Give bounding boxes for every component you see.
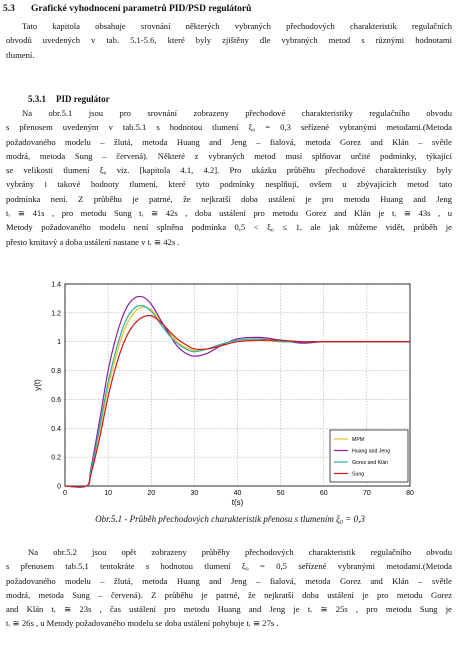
x-tick-label: 80: [406, 490, 414, 497]
text-line: přesto kmitavý a doba ustálení nastane v tᵣ ≅ 42s .: [6, 236, 180, 247]
y-tick-label: 0.6: [51, 396, 61, 404]
y-axis-label: y(t): [33, 379, 42, 391]
y-tick-label: 1: [57, 339, 61, 347]
y-tick-label: 1.4: [51, 281, 61, 289]
text-line: Metody požadovaného modelu není splněna podmínka 0,5 < ξ₀ ≤ 1, ale jak můžeme vidět, průběh je: [6, 222, 452, 233]
chart-legend: [330, 430, 408, 482]
text-line: se velikosti tlumení ξ₀ viz. [kapitola 4.1, 4.2]. Pro ukázku průběhu přechodové charakteristiky byly: [6, 165, 452, 176]
text-line: požadovaného modelu – žlutá, metoda Huang and Jeng – fialová, metoda Gorez and Klán – světle: [6, 136, 452, 147]
y-tick-label: 1.2: [51, 310, 61, 318]
text-line: modrá, metoda Sung – červená). Z průběhu je patrné, že nejkratší doba ustálení je pro metodu Gorez: [6, 589, 452, 600]
text-line: s přenosem tab.5.1 tentokráte s hodnotou tlumení ξ₀ = 0,5 seřízené vybranými metodami.(Metoda: [6, 561, 452, 572]
text-line: s přenosem uvedeným v tab.5.1 s hodnotou tlumení ξ₀ = 0,3 seřízené vybranými metodami.(Metoda: [6, 122, 452, 133]
x-tick-label: 30: [190, 490, 199, 497]
legend-label: Gorez and Klán: [352, 460, 389, 466]
x-tick-label: 0: [63, 490, 67, 497]
x-tick-label: 70: [362, 490, 371, 497]
text-line: požadovaného modelu – žlutá, metoda Huang and Jeng – fialová, metoda Gorez and Klán – světle: [6, 575, 452, 586]
x-tick-label: 50: [276, 490, 285, 497]
text-line: Na obr.5.1 jsou pro srovnání zobrazeny přechodové charakteristiky regulačního obvodu: [22, 108, 452, 118]
text-line: tᵣ ≅ 26s , u Metody požadovaného modelu se doba ustálení pohybuje tᵣ ≅ 27s .: [6, 618, 279, 629]
text-line: podmínka není. Z průběhu je patrné, že nejkratší doba ustálení je pro metodu Huang and Jeng: [6, 193, 452, 204]
text-line: Na obr.5.2 jsou opět zobrazeny průběhy přechodových charakteristik regulačního obvodu: [28, 547, 452, 557]
x-tick-label: 40: [233, 490, 242, 497]
text-line: tᵣ ≅ 41s , pro metodu Sung tᵣ ≅ 42s , doba ustálení pro metodu Gorez and Klán je tᵣ ≅ 43s , u: [6, 208, 452, 219]
intro-paragraph: [6, 19, 452, 62]
subsection-number: 5.3.1: [28, 94, 46, 104]
subsection-heading: [28, 94, 110, 104]
y-tick-label: 0: [57, 483, 61, 491]
x-tick-label: 60: [319, 490, 328, 497]
x-tick-label: 20: [147, 490, 156, 497]
text-line: and Klán tᵣ ≅ 23s , čas ustálení pro metodu Huang and Jeng je tᵣ ≅ 25s , pro metodu Sung je: [6, 604, 452, 615]
text-line: vybrány i takové hodnoty tlumení, které tyto podmínky nesplňují, ovšem u zbývajících metod tato: [6, 179, 452, 190]
paragraph-pid: [6, 106, 452, 249]
text-line: obvodů uvedených v tab. 5.1-5.6, které byly zjištěny dle vybraných metod s různými hodnotami: [6, 35, 452, 46]
legend-label: Huang and Jeng: [352, 448, 391, 455]
paragraph-damping-05: [6, 545, 452, 631]
legend-label: Sung: [352, 471, 365, 478]
section-number: 5.3: [3, 4, 15, 14]
text-line: Tato kapitola obsahuje srovnání některých vybraných přechodových charakteristik regulačních: [22, 21, 452, 31]
x-axis-label: t(s): [231, 498, 244, 507]
text-line: modrá, metoda Sung – červená). Některé z vybraných metod musí splňovat určité podmínky, týkající: [6, 150, 452, 161]
figure-caption: Obr.5.1 - Průběh přechodových charakteristik přenosu s tlumením ξ₀ = 0,3: [95, 514, 365, 524]
legend-label: MPM: [352, 437, 365, 443]
y-tick-label: 0.2: [51, 454, 61, 462]
x-tick-label: 10: [104, 490, 113, 497]
section-heading: [3, 4, 251, 14]
step-response-chart: [0, 272, 460, 512]
subsection-title: PID regulátor: [56, 94, 110, 104]
legend-box: [330, 430, 408, 482]
y-tick-label: 0.4: [51, 425, 61, 433]
text-line: tlumení.: [6, 49, 35, 60]
section-title: Grafické vyhodnocení parametrů PID/PSD regulátorů: [31, 4, 252, 14]
y-tick-label: 0.8: [51, 368, 61, 376]
